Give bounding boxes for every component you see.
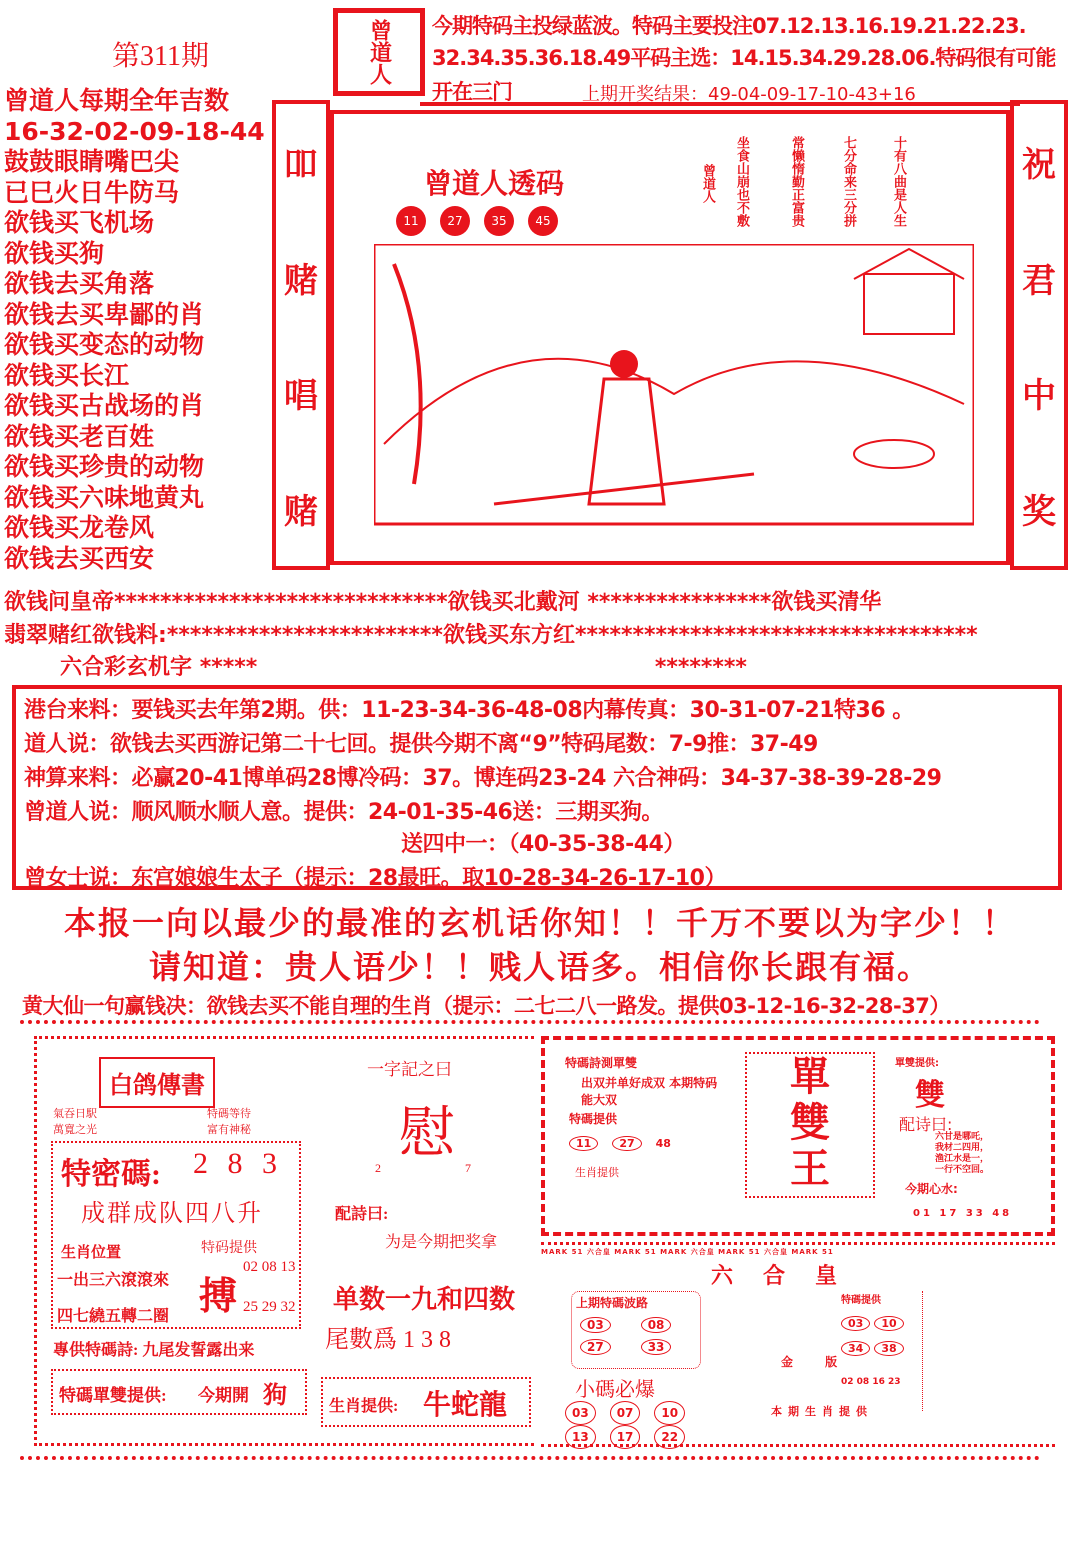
divider [420,102,1020,106]
clue-item: 已巳火日牛防马 [4,177,180,207]
clue-item: 欲钱去买西安 [4,543,155,573]
te-box [51,1141,301,1329]
clue-item: 欲钱买变态的动物 [4,330,205,359]
value: 02 08 13 [243,1259,296,1275]
label: 小碼必爆 [575,1377,655,1401]
label: 單雙提供: [895,1058,939,1069]
left-scroll: 吅 赌 唱 赌 [272,100,330,570]
clue-item: 曾道人每期全年吉数 [4,86,230,115]
huang-daxian: 黄大仙一句赢钱决：欲钱去买不能自理的生肖（提示：二七二八一路发。提供03-12-16-32-28-37） [22,994,950,1018]
divider [20,1456,1040,1460]
clue-item: 欲钱买飞机场 [4,208,155,237]
value: 今期開 [198,1386,249,1405]
big-title: 單 雙 王 [745,1052,875,1198]
ds-box [51,1369,307,1415]
clue-item: 鼓鼓眼睛嘴巴尖 [4,147,180,176]
panel-title: 白鸽傳書 [99,1057,215,1108]
label: 特密碼: [61,1158,161,1191]
value: 25 29 32 [243,1299,296,1315]
clue-item: 欲钱买龙卷风 [4,513,155,542]
te-poem: 專供特碼詩: 九尾发誓露出来 [53,1342,255,1359]
star-line-1: 欲钱问皇帝*****************************欲钱买北戴河 ****************欲钱买清华 [4,590,882,615]
divider [20,1020,1040,1024]
logo: 曾道人 [333,8,425,96]
verse: 七分命来三分拼 [841,136,856,227]
label: 生肖提供: [329,1398,399,1415]
ball: 11 [396,206,426,236]
label: 配诗曰: [899,1115,953,1134]
value: 四七繞五轉二圈 [57,1308,170,1325]
picture-title: 曾道人透码 [424,167,565,200]
value: 2 8 3 [193,1147,283,1180]
headline-1: 今期特码主投绿蓝波。特码主要投注07.12.13.16.19.21.22.23. [432,14,1026,38]
clue-item: 欲钱买长江 [4,360,130,390]
star-line-3: 六合彩玄机字 ***** ******** [60,655,747,680]
subtitle: 氣吞日駅 萬寬之光 [53,1108,97,1136]
verse: 十有八曲是人生 [891,136,906,227]
value: 雙 [915,1078,945,1113]
label: 生肖提供 [575,1166,619,1179]
label: 特碼單雙提供: [59,1386,167,1405]
subtitle: 特碼等待 富有神秘 [207,1108,251,1136]
illustration [374,244,974,554]
clue-item: 欲钱买六味地黄丸 [4,482,205,512]
clue-item: 欲钱买老百姓 [4,421,155,451]
previous-result: 上期开奖结果：49-04-09-17-10-43+16 [582,84,916,105]
small-nums: 03 07 10 13 17 22 [565,1401,735,1449]
marquee: MARK 51 六合皇 MARK 51 MARK 六合皇 MARK 51 六合皇 MARK 51 [541,1248,834,1256]
issue-number: 第311期 [112,41,209,72]
clue-item: 欲钱买珍贵的动物 [4,452,205,481]
ball: 45 [528,206,558,236]
picture-frame [330,110,1010,565]
right-scroll: 祝 君 中 奖 [1010,100,1068,570]
panel-liuhehuang [541,1242,1055,1447]
value: 成群成队四八升 [81,1201,263,1227]
label: 金 版 [781,1355,852,1369]
te-box: 特碼提供 03 10 34 38 [841,1291,923,1411]
value: 牛蛇龍 [423,1390,508,1421]
verse: 常懒惰勤正富贵 [789,136,804,227]
label: 特碼詩測單雙 [565,1056,638,1070]
value: 单数一九和四数 [333,1285,516,1314]
info-line: 道人说：欲钱去买西游记第二十七回。提供今期不离“9”特码尾数：7-9推：37-49 [24,732,818,757]
clue-item: 欲钱买狗 [4,238,105,268]
left-clue-list [4,86,265,574]
prev-box: 上期特碼波路 03 08 27 33 [571,1291,701,1369]
star-line-2: 翡翠赌红欲钱料:************************欲钱买东方红*********************************** [4,623,978,648]
panel-baige [34,1036,534,1446]
sx-box [321,1377,531,1427]
panel-title: 六合皇 [711,1264,868,1289]
headline-3: 开在三门 [432,80,512,104]
clue-item: 欲钱去买角落 [4,269,155,298]
verse: 曾道人 [700,164,715,203]
lucky-balls [396,206,572,236]
value: 一出三六滾滾來 [57,1272,170,1289]
heart-nums: 01 17 33 48 [913,1208,1013,1219]
value: 为是今期把奖拿 [385,1234,498,1251]
verse: 坐食山崩也不敷 [734,136,749,227]
info-line: 港台来料：要钱买去年第2期。供：11-23-34-36-48-08内幕传真：30-31-07-21特36 。 [24,698,914,723]
label: 今期心水: [905,1182,958,1196]
info-line: 神算来料：必赢20-41博单码28博冷码：37。博连码23-24 六合神码：34-37-38-39-28-29 [24,766,942,791]
info-line: 送四中一：（40-35-38-44） [401,832,685,857]
label: 特碼提供 [569,1112,618,1126]
ball: 27 [440,206,470,236]
panel-b-title: 一字記之曰 [367,1060,452,1079]
clue-item: 欲钱买古战场的肖 [4,391,205,420]
banner-1: 本报一向以最少的最准的玄机话你知！！千万不要以为字少！！ [63,904,1016,942]
label: 本期生肖提供 [771,1405,873,1418]
label: 特码提供 [201,1241,257,1256]
panel-b-char: 慰 [399,1103,455,1165]
clue-item: 欲钱去买卑鄙的肖 [4,299,205,329]
value: 狗 [263,1383,287,1409]
info-line: 曾女士说：东宫娘娘生太子（提示：28最旺。取10-28-34-26-17-10） [24,866,726,891]
value: 尾數爲 1 3 8 [325,1327,451,1353]
info-line: 曾道人说：顺风顺水顺人意。提供：24-01-35-46送：三期买狗。 [24,800,663,825]
value: 02 08 16 23 [841,1377,901,1387]
label: 生肖位置 [61,1245,122,1261]
label: 配詩曰: [335,1206,389,1223]
panel-danshuang [541,1036,1055,1236]
clue-item: 16-32-02-09-18-44 [4,116,265,146]
te-nums: 11 27 48 [569,1136,671,1151]
value: 出双并单好成双 本期特码能大双 [581,1076,718,1107]
ball: 35 [484,206,514,236]
value: 搏 [199,1276,238,1318]
poem-lines: 六甘是哪吒， 我材二四用， 渔江水是一， 一行不空回。 [935,1132,990,1175]
banner-2: 请知道：贵人语少！！贱人语多。相信你长跟有福。 [148,948,931,986]
headline-2: 32.34.35.36.18.49平码主选：14.15.34.29.28.06.特码很有可能 [432,46,1056,70]
value: 2 [375,1161,381,1175]
info-box [12,685,1062,890]
value: 7 [465,1161,471,1175]
